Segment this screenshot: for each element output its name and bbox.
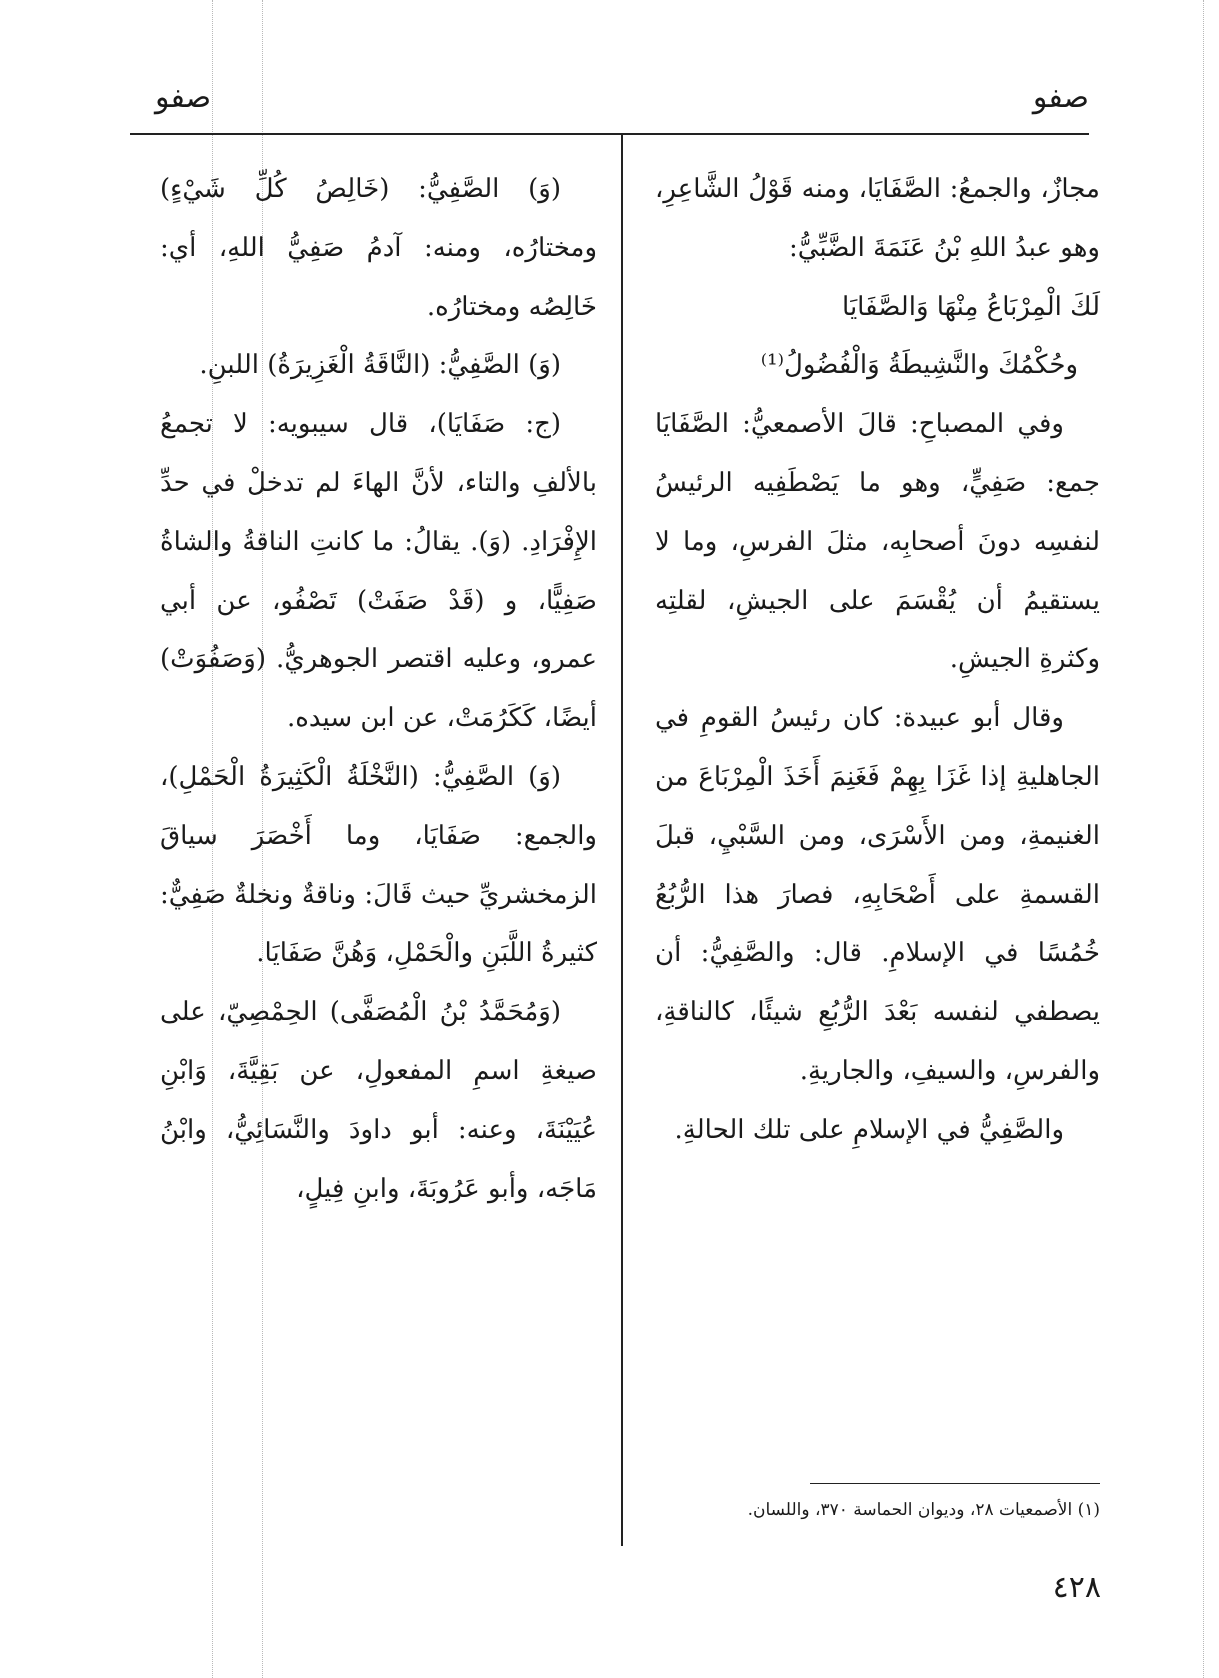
footnote-rule <box>810 1483 1100 1484</box>
paragraph: وفي المصباحِ: قالَ الأصمعيُّ: الصَّفَايَا جمع: صَفِيٍّ، وهو ما يَصْطَفِيه الرئيسُ لنفسِه دونَ أصحابِه، مثلَ الفرسِ، وما لا يستقيمُ أن يُقْسَمَ على الجيشِ، لقلتِه وكثرةِ الجيشِ. <box>655 409 1100 675</box>
paragraph: (ج: صَفَايَا)، قال سيبويه: لا تجمعُ بالألفِ والتاء، لأنَّ الهاءَ لم تدخلْ في حدِّ الإِفْرَادِ. (وَ). يقالُ: ما كانتِ الناقةُ والشاةُ صَفِيًّا، و (قَدْ صَفَتْ) تَصْفُو، عن أبي عمرو، وعليه اقتصر الجوهريُّ. (وَصَفُوَتْ) أيضًا، كَكَرُمَتْ، عن ابن سيده. <box>160 409 597 734</box>
paragraph: والصَّفِيُّ في الإسلامِ على تلك الحالةِ. <box>674 1114 1064 1145</box>
paragraph: مجازٌ، والجمعُ: الصَّفَايَا، ومنه قَوْلُ الشَّاعِرِ، وهو عبدُ اللهِ بْنُ عَنَمَةَ الضَّبِّيُّ: <box>655 174 1100 263</box>
running-header-right: صفو <box>1032 80 1089 115</box>
verse-line-1: لَكَ الْمِرْبَاعُ مِنْهَا وَالصَّفَايَا <box>842 291 1100 322</box>
page-number: ٤٢٨ <box>1052 1570 1101 1605</box>
footnote: (١) الأصمعيات ٢٨، وديوان الحماسة ٣٧٠، واللسان. <box>747 1500 1100 1520</box>
paragraph: (وَ) الصَّفِيُّ: (النَّاقَةُ الْغَزِيرَةُ) اللبنِ. <box>199 350 561 381</box>
paragraph: وقال أبو عبيدة: كان رئيسُ القومِ في الجاهليةِ إذا غَزَا بِهِمْ فَغَنِمَ أَخَذَ الْمِرْبَاعَ من الغنيمةِ، ومن الأَسْرَى، ومن السَّبْيِ، قبلَ القسمةِ على أَصْحَابِهِ، فصارَ هذا الرُّبُعُ خُمُسًا في الإسلامِ. قال: والصَّفِيُّ: أن يصطفي لنفسه بَعْدَ الرُّبُعِ شيئًا، كالناقةِ، والفرسِ، والسيفِ، والجاريةِ. <box>655 703 1100 1086</box>
running-header-left: صفو <box>155 80 212 115</box>
header-rule <box>130 133 1089 135</box>
right-column <box>655 160 1100 1160</box>
scan-artifact-line <box>1203 0 1204 1678</box>
paragraph: (وَمُحَمَّدُ بْنُ الْمُصَفَّى) الحِمْصِيّ، على صيغةِ اسمِ المفعولِ، عن بَقِيَّةَ، وَابْنِ عُيَيْنَةَ، وعنه: أبو داودَ والنَّسَائِيُّ، وابْنُ مَاجَه، وأبو عَرُوبَةَ، وابنِ فِيلٍ، <box>160 997 597 1204</box>
verse-line-2: وحُكْمُكَ والنَّشِيطَةُ وَالْفُضُولُ⁽¹⁾ <box>760 350 1078 381</box>
paragraph: (وَ) الصَّفِيُّ: (النَّخْلَةُ الْكَثِيرَةُ الْحَمْلِ)، والجمع: صَفَايَا، وما أَخْصَرَ سياقَ الزمخشريِّ حيث قَالَ: وناقةٌ ونخلةٌ صَفِيٌّ: كثيرةُ اللَّبَنِ والْحَمْلِ، وَهُنَّ صَفَايَا. <box>160 761 597 969</box>
left-column <box>160 160 597 1218</box>
column-divider <box>621 134 623 1546</box>
paragraph: (وَ) الصَّفِيُّ: (خَالِصُ كُلِّ شَيْءٍ) ومختارُه، ومنه: آدمُ صَفِيُّ اللهِ، أي: خَالِصُه ومختارُه. <box>160 174 597 322</box>
